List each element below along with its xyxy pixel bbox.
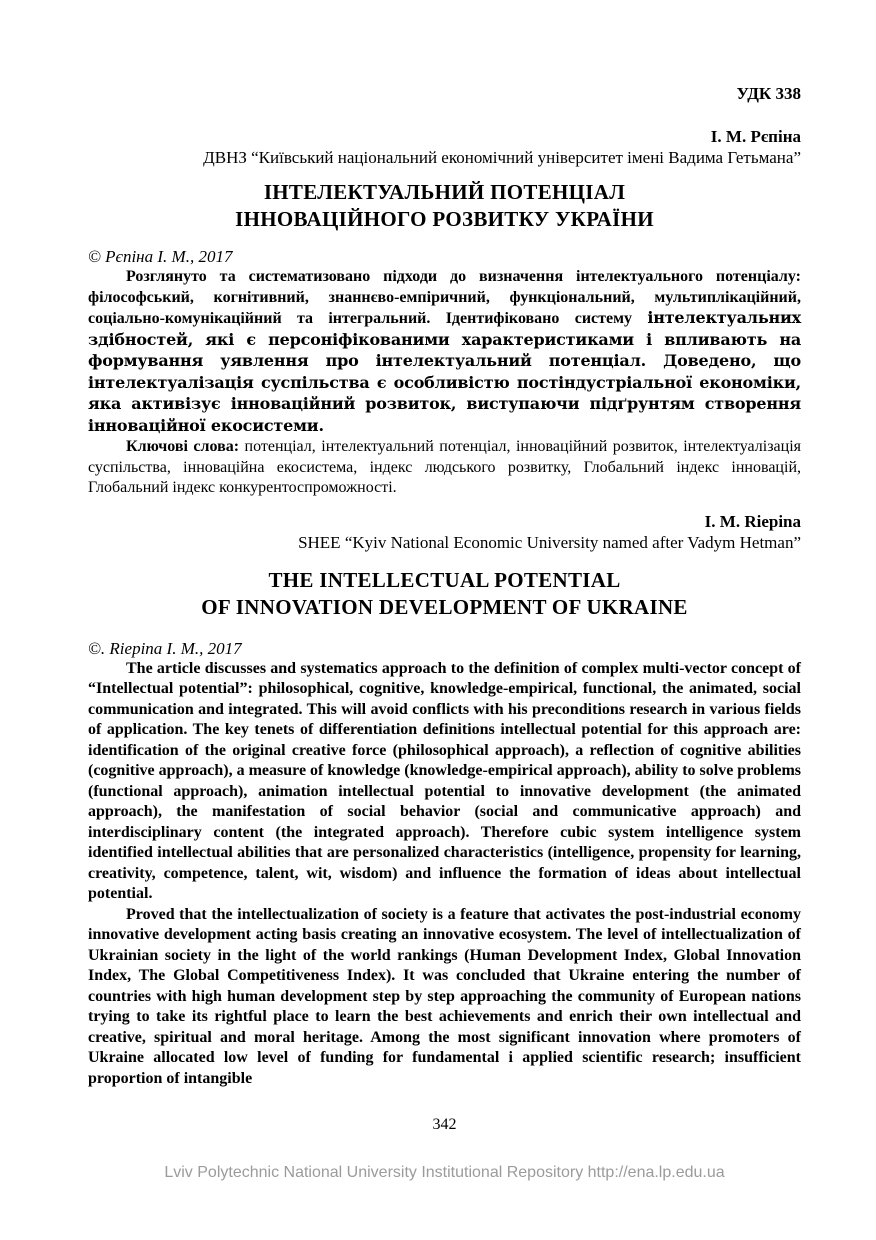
author-ukrainian: І. М. Рєпіна	[710, 127, 801, 146]
title-ukrainian-line1: ІНТЕЛЕКТУАЛЬНИЙ ПОТЕНЦІАЛ	[263, 180, 626, 204]
abstract-ukrainian	[88, 267, 801, 437]
copyright-ukrainian: © Рєпіна І. М., 2017	[88, 247, 233, 266]
abstract-ukrainian-part2: інтелектуальних здібностей, які є персоніфікованими характеристиками і впливають на формування уявлення про інтелектуальний потенціал. Доведено, що інтелектуалізація суспільства є особливістю постіндустріальної економіки, яка активізує інноваційний розвиток, виступаючи підґрунтям створення інноваційної екосистеми.	[88, 308, 801, 435]
title-ukrainian	[88, 179, 801, 233]
keywords-label: Ключові слова:	[126, 438, 240, 455]
title-english-line1: THE INTELLECTUAL POTENTIAL	[268, 567, 621, 592]
keywords-list: потенціал, інтелектуальний потенціал, інноваційний розвиток, інтелектуалізація суспільства, інноваційна екосистема, індекс людського розвитку, Глобальний індекс інновацій, Глобальний індекс конкурентоспроможності.	[88, 438, 802, 496]
page-number: 342	[432, 1116, 457, 1133]
abstract-english-paragraph-1: The article discusses and systematics approach to the definition of complex multi-vector concept of “Intellectual potential”: philosophical, cognitive, knowledge-empirical, functional, the animated, social communication and integrated. This will avoid conflicts with his preconditions research in various fields of application. The key tenets of differentiation definitions intellectual potential for this approach are: identification of the original creative force (philosophical approach), a reflection of cognitive abilities (cognitive approach), a measure of knowledge (knowledge-empirical approach), ability to solve problems (functional approach), animation intellectual potential to innovative development (the animated approach), the manifestation of social behavior (social and communicative approach) and interdisciplinary content (the integrated approach). Therefore cubic system intelligence system identified intellectual abilities that are personalized characteristics (intelligence, propensity for learning, creativity, competence, talent, wit, wisdom) and influence the formation of ideas about intellectual potential.	[88, 659, 802, 902]
keywords-ukrainian	[88, 437, 801, 499]
title-english-line2: OF INNOVATION DEVELOPMENT OF UKRAINE	[201, 594, 688, 619]
author-english: I. M. Riepina	[704, 511, 801, 531]
title-ukrainian-line2: ІННОВАЦІЙНОГО РОЗВИТКУ УКРАЇНИ	[235, 207, 654, 231]
copyright-english: ©. Riepina I. M., 2017	[88, 638, 242, 658]
udc-code: УДК 338	[736, 84, 801, 103]
title-english	[88, 567, 801, 621]
affiliation-ukrainian: ДВНЗ “Київський національний економічний університет імені Вадима Гетьмана”	[203, 148, 801, 167]
abstract-ukrainian-part1: Розглянуто та систематизовано підходи до визначення інтелектуального потенціалу: філософський, когнітивний, знаннєво-емпіричний, функціональний, мультиплікаційний, соціально-комунікаційний та інтегральний. Ідентифіковано систему	[88, 268, 801, 327]
repository-footer: Lviv Polytechnic National University Institutional Repository http://ena.lp.edu.ua	[164, 1164, 725, 1181]
affiliation-english: SHEE “Kyiv National Economic University named after Vadym Hetman”	[298, 532, 801, 552]
abstract-english-paragraph-2: Proved that the intellectualization of society is a feature that activates the post-industrial economy innovative development acting basis creating an innovative ecosystem. The level of intellectualization of Ukrainian society in the light of the world rankings (Human Development Index, Global Innovation Index, The Global Competitiveness Index). It was concluded that Ukraine entering the number of countries with high human development step by step approaching the community of European nations trying to take its rightful place to learn the best achievements and enrich their own intellectual and creative, spiritual and moral heritage. Among the most significant innovation where promoters of Ukraine allocated low level of funding for fundamental i applied scientific research; insufficient proportion of intangible	[88, 905, 801, 1087]
